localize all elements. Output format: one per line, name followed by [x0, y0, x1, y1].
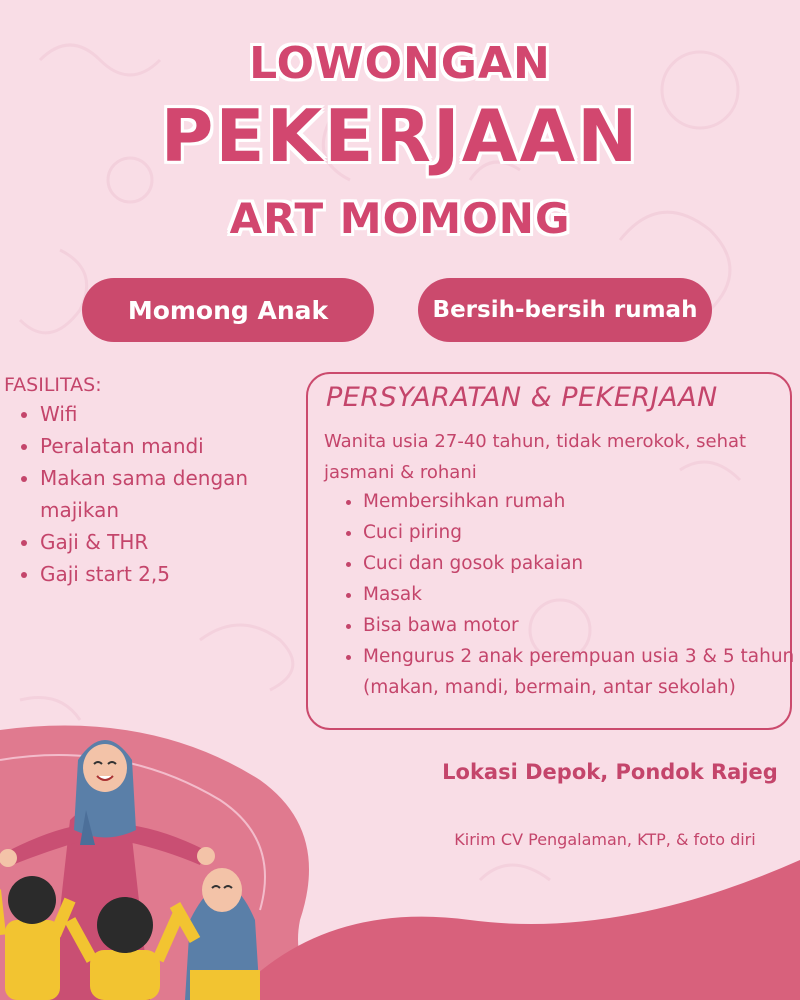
title-lowongan: LOWONGAN	[249, 38, 551, 89]
pill-bersih-rumah: Bersih-bersih rumah	[418, 278, 712, 342]
persyaratan-item: • Membersihkan rumah	[363, 486, 800, 517]
fasilitas-item: • Peralatan mandi	[40, 430, 294, 462]
kirim-cv-text: Kirim CV Pengalaman, KTP, & foto diri	[454, 830, 756, 849]
persyaratan-item: • Bisa bawa motor	[363, 610, 800, 641]
lokasi-text: Lokasi Depok, Pondok Rajeg	[442, 760, 778, 784]
persyaratan-item: • Cuci dan gosok pakaian	[363, 548, 800, 579]
fasilitas-item: • Gaji & THR	[40, 526, 294, 558]
title-pekerjaan: PEKERJAAN	[160, 94, 640, 178]
persyaratan-intro: Wanita usia 27-40 tahun, tidak merokok, sehat jasmani & rohani	[324, 431, 747, 483]
title-art-momong: ART MOMONG	[229, 194, 571, 243]
fasilitas-item: • Wifi	[40, 398, 294, 430]
fasilitas-heading: FASILITAS:	[4, 374, 102, 396]
persyaratan-item: • Mengurus 2 anak perempuan usia 3 & 5 tahun (makan, mandi, bermain, antar sekolah)	[363, 641, 800, 703]
fasilitas-item: • Makan sama dengan majikan	[40, 462, 294, 526]
persyaratan-list	[324, 486, 800, 703]
fasilitas-item: • Gaji start 2,5	[40, 558, 294, 590]
persyaratan-box	[306, 372, 795, 730]
fasilitas-section	[4, 374, 294, 590]
persyaratan-heading: PERSYARATAN & PEKERJAAN	[326, 382, 718, 413]
persyaratan-item: • Cuci piring	[363, 517, 800, 548]
pill-momong-anak: Momong Anak	[82, 278, 374, 342]
fasilitas-list	[4, 398, 294, 590]
persyaratan-item: • Masak	[363, 579, 800, 610]
